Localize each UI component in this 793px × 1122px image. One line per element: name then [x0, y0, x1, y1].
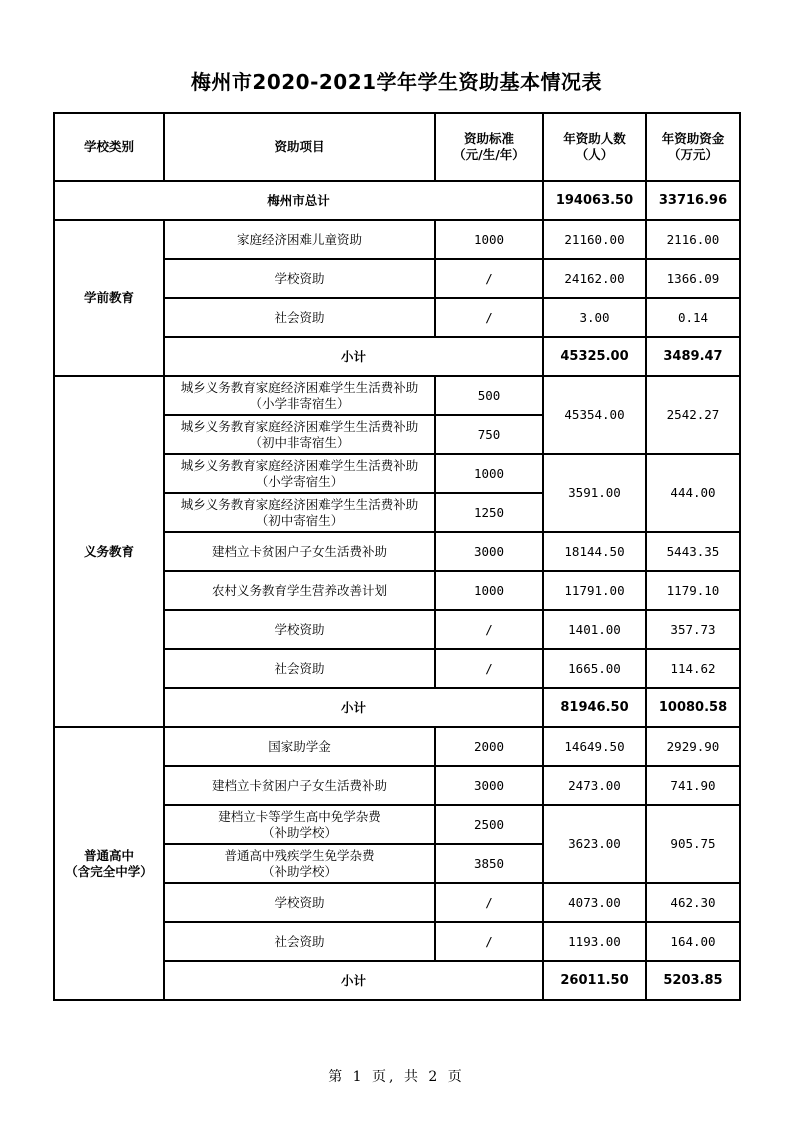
subtotal-people: 26011.50 [543, 961, 646, 1000]
standard-cell: 500 [435, 376, 543, 415]
funds-cell: 2542.27 [646, 376, 740, 454]
project-cell: 农村义务教育学生营养改善计划 [164, 571, 435, 610]
project-cell: 城乡义务教育家庭经济困难学生生活费补助 （初中非寄宿生） [164, 415, 435, 454]
people-cell: 21160.00 [543, 220, 646, 259]
project-cell: 社会资助 [164, 922, 435, 961]
standard-cell: / [435, 883, 543, 922]
subtotal-funds: 10080.58 [646, 688, 740, 727]
project-cell: 学校资助 [164, 883, 435, 922]
standard-cell: / [435, 259, 543, 298]
people-cell: 18144.50 [543, 532, 646, 571]
funds-cell: 114.62 [646, 649, 740, 688]
standard-cell: 1250 [435, 493, 543, 532]
funds-cell: 0.14 [646, 298, 740, 337]
people-cell: 3623.00 [543, 805, 646, 883]
standard-cell: / [435, 649, 543, 688]
standard-cell: 1000 [435, 220, 543, 259]
table-row [54, 376, 740, 415]
project-cell: 社会资助 [164, 298, 435, 337]
people-cell: 1193.00 [543, 922, 646, 961]
total-label: 梅州市总计 [54, 181, 543, 220]
funds-cell: 1179.10 [646, 571, 740, 610]
standard-cell: / [435, 610, 543, 649]
page-footer: 第 1 页, 共 2 页 [328, 1069, 465, 1085]
project-cell: 城乡义务教育家庭经济困难学生生活费补助 （小学非寄宿生） [164, 376, 435, 415]
people-cell: 24162.00 [543, 259, 646, 298]
people-cell: 3591.00 [543, 454, 646, 532]
project-cell: 学校资助 [164, 610, 435, 649]
funds-cell: 444.00 [646, 454, 740, 532]
funds-cell: 741.90 [646, 766, 740, 805]
total-funds: 33716.96 [646, 181, 740, 220]
project-cell: 普通高中残疾学生免学杂费 （补助学校） [164, 844, 435, 883]
total-row [54, 181, 740, 220]
project-cell: 建档立卡等学生高中免学杂费 （补助学校） [164, 805, 435, 844]
category-compulsory: 义务教育 [54, 376, 164, 727]
header-standard: 资助标准 （元/生/年） [435, 113, 543, 181]
standard-cell: / [435, 922, 543, 961]
project-cell: 城乡义务教育家庭经济困难学生生活费补助 （初中寄宿生） [164, 493, 435, 532]
funds-cell: 1366.09 [646, 259, 740, 298]
header-people: 年资助人数 （人） [543, 113, 646, 181]
funds-cell: 462.30 [646, 883, 740, 922]
subtotal-people: 45325.00 [543, 337, 646, 376]
aid-table [53, 112, 741, 1001]
project-cell: 学校资助 [164, 259, 435, 298]
project-cell: 社会资助 [164, 649, 435, 688]
table-row [54, 727, 740, 766]
standard-cell: 2000 [435, 727, 543, 766]
people-cell: 3.00 [543, 298, 646, 337]
subtotal-label: 小计 [164, 961, 543, 1000]
header-funds: 年资助资金 （万元） [646, 113, 740, 181]
header-category: 学校类别 [54, 113, 164, 181]
people-cell: 14649.50 [543, 727, 646, 766]
category-highschool: 普通高中 （含完全中学） [54, 727, 164, 1000]
subtotal-funds: 3489.47 [646, 337, 740, 376]
people-cell: 2473.00 [543, 766, 646, 805]
header-project: 资助项目 [164, 113, 435, 181]
table-row [54, 220, 740, 259]
funds-cell: 5443.35 [646, 532, 740, 571]
project-cell: 国家助学金 [164, 727, 435, 766]
standard-cell: 750 [435, 415, 543, 454]
subtotal-people: 81946.50 [543, 688, 646, 727]
standard-cell: / [435, 298, 543, 337]
total-people: 194063.50 [543, 181, 646, 220]
people-cell: 1665.00 [543, 649, 646, 688]
standard-cell: 3000 [435, 766, 543, 805]
project-cell: 城乡义务教育家庭经济困难学生生活费补助 （小学寄宿生） [164, 454, 435, 493]
funds-cell: 164.00 [646, 922, 740, 961]
header-row [54, 113, 740, 181]
standard-cell: 1000 [435, 571, 543, 610]
standard-cell: 3000 [435, 532, 543, 571]
category-preschool: 学前教育 [54, 220, 164, 376]
people-cell: 1401.00 [543, 610, 646, 649]
subtotal-funds: 5203.85 [646, 961, 740, 1000]
funds-cell: 357.73 [646, 610, 740, 649]
funds-cell: 2116.00 [646, 220, 740, 259]
people-cell: 45354.00 [543, 376, 646, 454]
standard-cell: 1000 [435, 454, 543, 493]
subtotal-label: 小计 [164, 688, 543, 727]
subtotal-label: 小计 [164, 337, 543, 376]
people-cell: 4073.00 [543, 883, 646, 922]
project-cell: 家庭经济困难儿童资助 [164, 220, 435, 259]
project-cell: 建档立卡贫困户子女生活费补助 [164, 766, 435, 805]
page-title: 梅州市2020-2021学年学生资助基本情况表 [190, 70, 603, 94]
people-cell: 11791.00 [543, 571, 646, 610]
funds-cell: 905.75 [646, 805, 740, 883]
standard-cell: 2500 [435, 805, 543, 844]
project-cell: 建档立卡贫困户子女生活费补助 [164, 532, 435, 571]
standard-cell: 3850 [435, 844, 543, 883]
funds-cell: 2929.90 [646, 727, 740, 766]
